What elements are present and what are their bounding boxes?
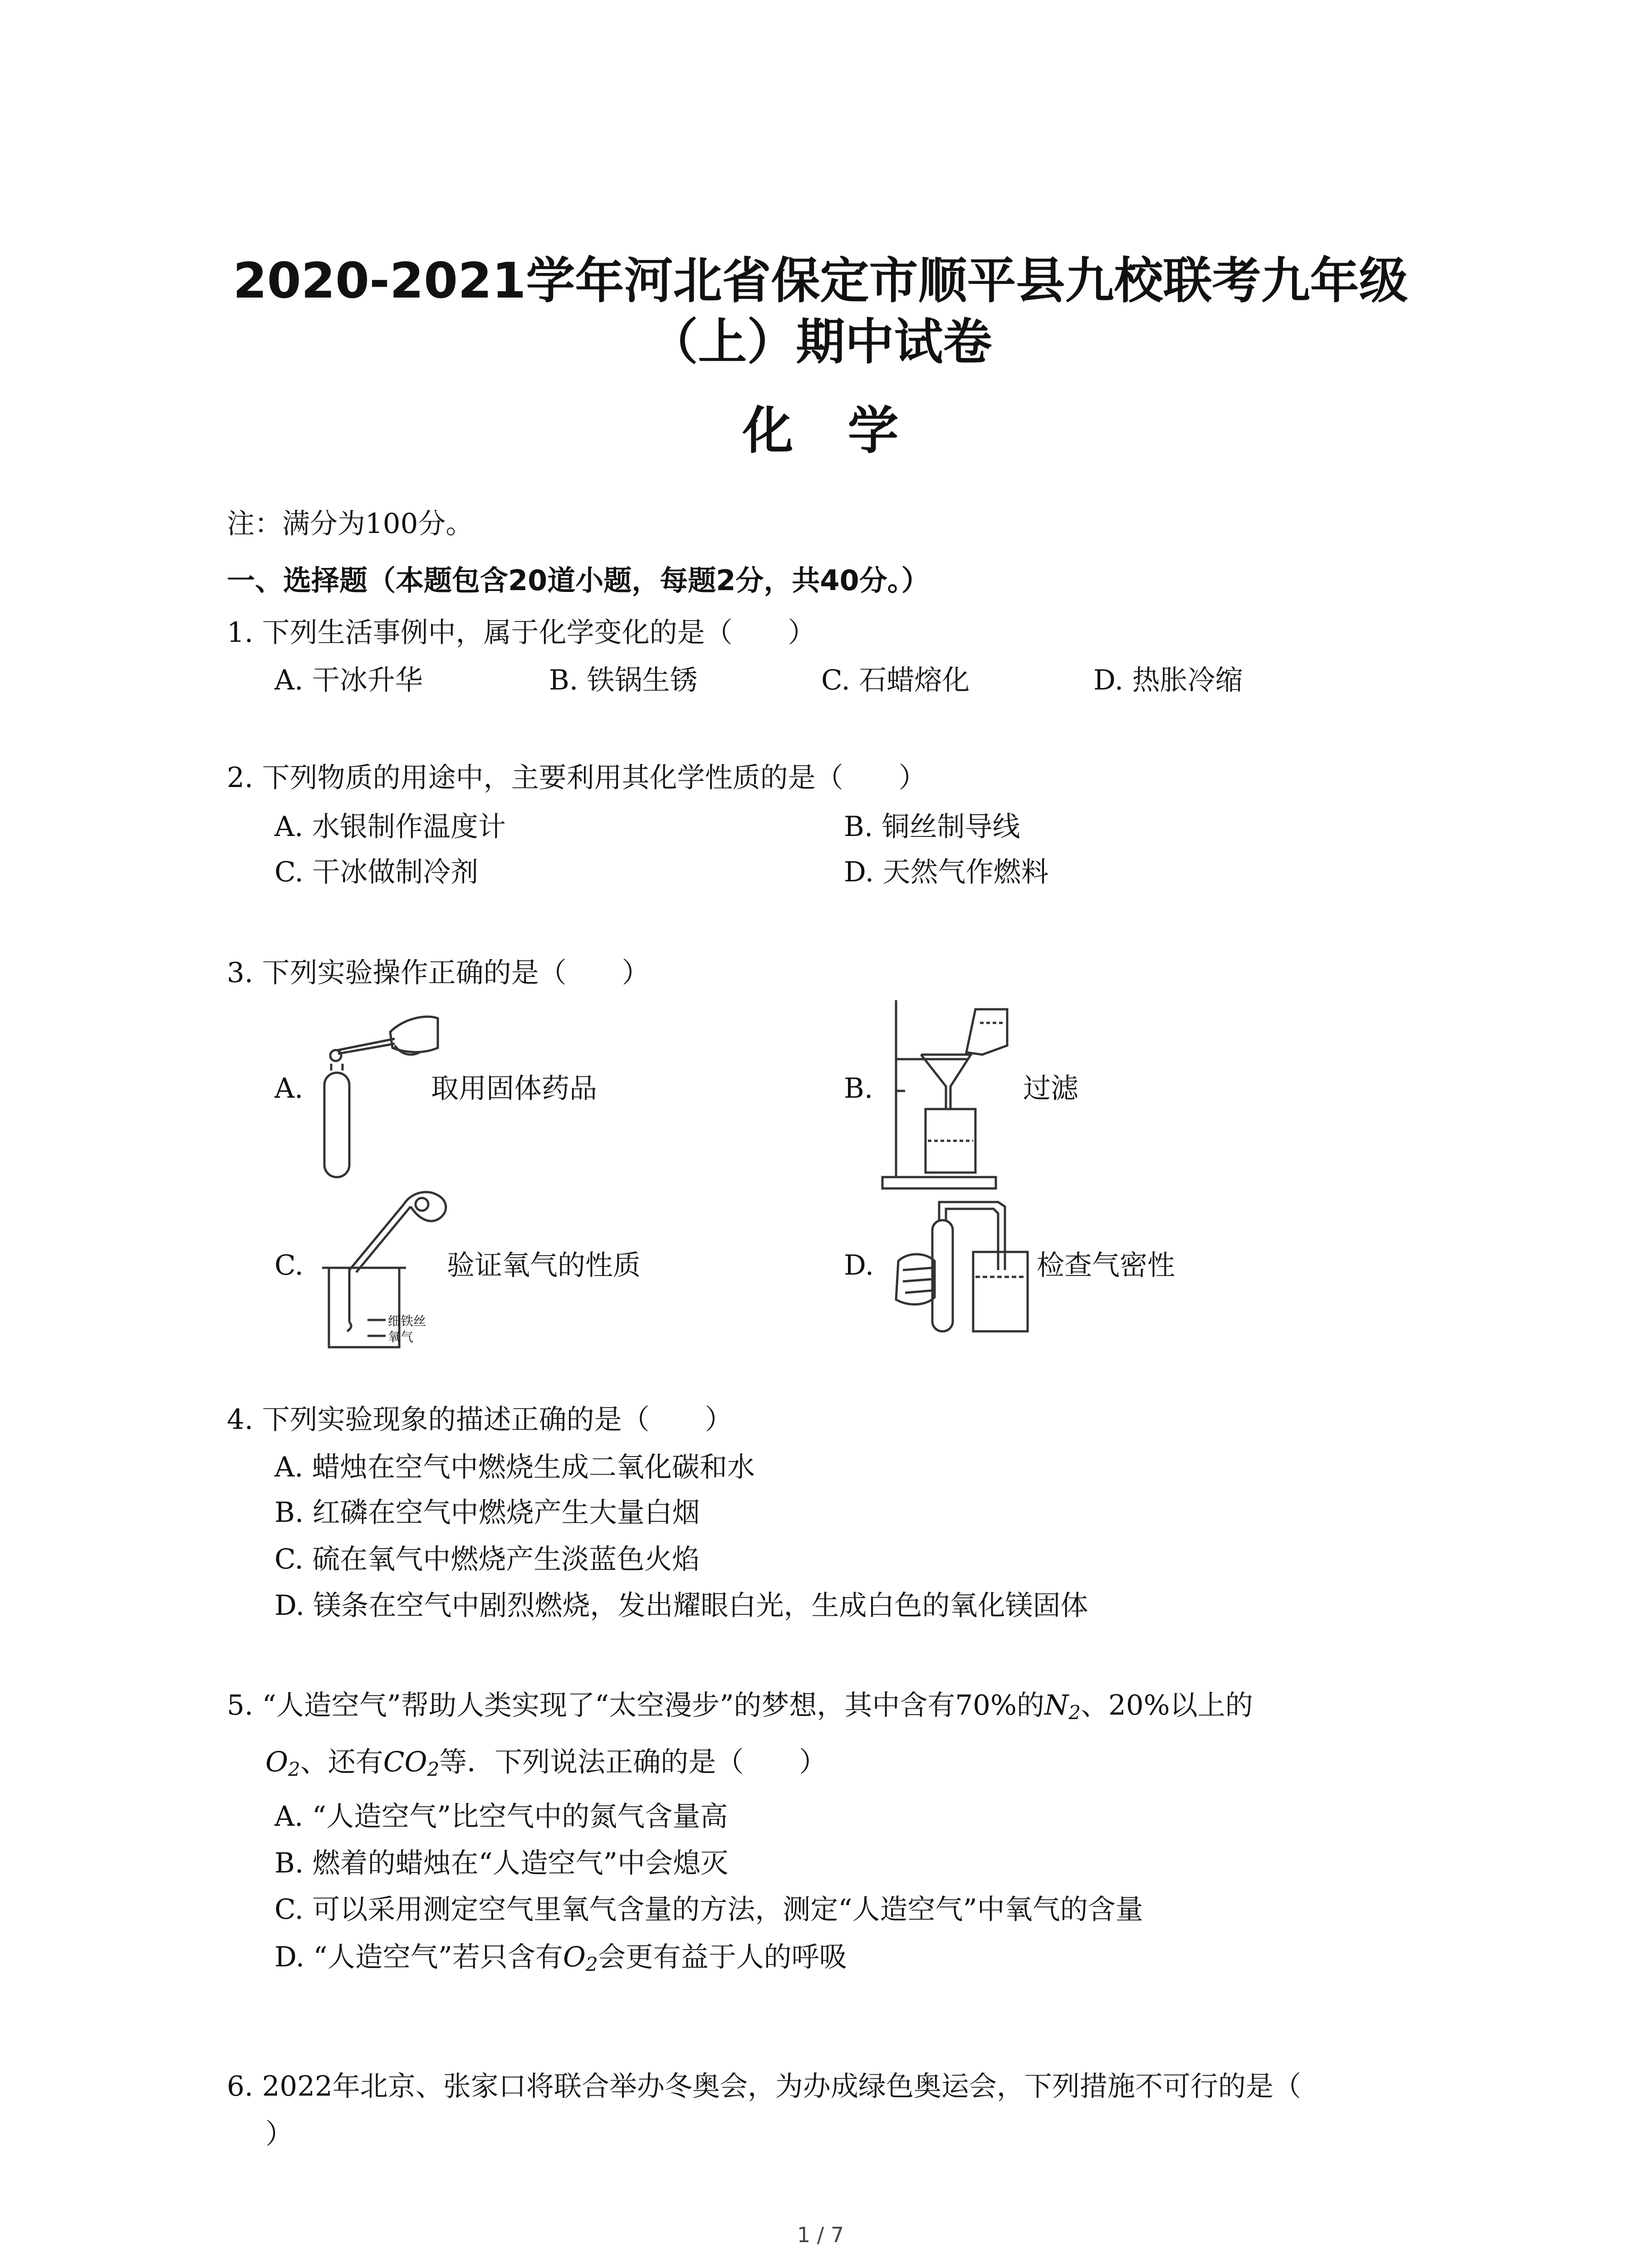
question-3-option-a-caption: 取用固体药品 <box>431 1072 598 1105</box>
question-4-option-c: C. 硫在氧气中燃烧产生淡蓝色火焰 <box>274 1543 700 1575</box>
q5-text-a: 5. “人造空气”帮助人类实现了“太空漫步”的梦想，其中含有70%的 <box>227 1689 1044 1721</box>
question-2-option-a: A. 水银制作温度计 <box>274 811 506 843</box>
question-2-option-c: C. 干冰做制冷剂 <box>274 856 479 888</box>
q5-formula-o2: $O_2$ <box>265 1746 300 1780</box>
question-1-option-d: D. 热胀冷缩 <box>1093 664 1243 696</box>
q5-formula-co2: $CO_2$ <box>383 1746 440 1780</box>
question-4-stem: 4. 下列实验现象的描述正确的是（ ） <box>227 1403 733 1436</box>
page-number: 1 / 7 <box>797 2223 844 2247</box>
question-2-stem: 2. 下列物质的用途中，主要利用其化学性质的是（ ） <box>227 762 926 794</box>
question-5-option-c: C. 可以采用测定空气里氧气含量的方法，测定“人造空气”中氧气的含量 <box>274 1893 1143 1926</box>
figure-c-label-iron-wire: 细铁丝 <box>388 1314 426 1329</box>
exam-title-line1: 2020-2021学年河北省保定市顺平县九校联考九年级 <box>233 253 1408 309</box>
section-heading: 一、选择题（本题包含20道小题，每题2分，共40分。） <box>227 564 930 597</box>
question-3-option-d-caption: 检查气密性 <box>1037 1249 1176 1281</box>
question-4-option-d: D. 镁条在空气中剧烈燃烧，发出耀眼白光，生成白色的氧化镁固体 <box>274 1589 1088 1622</box>
exam-title-line2: （上）期中试卷 <box>649 314 992 371</box>
question-4-option-a: A. 蜡烛在空气中燃烧生成二氧化碳和水 <box>274 1451 755 1483</box>
question-3-option-d-letter: D. <box>844 1249 874 1281</box>
figure-solid-reagent <box>313 1005 440 1186</box>
q5-text-c: 、还有 <box>300 1746 383 1778</box>
question-5-option-b: B. 燃着的蜡烛在“人造空气”中会熄灭 <box>274 1847 728 1879</box>
question-6-stem: 6. 2022年北京、张家口将联合举办冬奥会，为办成绿色奥运会，下列措施不可行的是（ <box>227 2070 1301 2102</box>
figure-filtration <box>878 996 1028 1195</box>
question-5-stem-line1 <box>227 1687 1253 1731</box>
question-3-option-b-caption: 过滤 <box>1023 1072 1079 1105</box>
figure-iron-wire-oxygen <box>318 1186 454 1354</box>
figure-airtightness-check <box>889 1193 1043 1338</box>
question-5-stem-line2 <box>265 1744 827 1788</box>
question-3-option-a-letter: A. <box>274 1072 304 1105</box>
question-6-stem-continued: ） <box>265 2118 294 2150</box>
question-2-option-b: B. 铜丝制导线 <box>844 811 1020 843</box>
question-2-option-d: D. 天然气作燃料 <box>844 856 1049 888</box>
q5-formula-n2: $N_2$ <box>1044 1689 1081 1724</box>
question-3-option-b-letter: B. <box>844 1072 873 1105</box>
question-3-option-c-letter: C. <box>274 1249 304 1281</box>
subject-title: 化学 <box>742 401 953 460</box>
question-1-option-c: C. 石蜡熔化 <box>821 664 970 696</box>
question-3-option-c-caption: 验证氧气的性质 <box>447 1249 641 1281</box>
question-5-option-d: D. “人造空气”若只含有$O_2$会更有益于人的呼吸 <box>274 1941 847 1975</box>
question-1-option-b: B. 铁锅生锈 <box>549 664 698 696</box>
q5-text-b: 、20%以上的 <box>1081 1689 1253 1721</box>
question-1-option-a: A. 干冰升华 <box>274 664 423 696</box>
question-3-stem: 3. 下列实验操作正确的是（ ） <box>227 957 650 989</box>
question-4-option-b: B. 红磷在空气中燃烧产生大量白烟 <box>274 1496 700 1529</box>
q5-text-d: 等．下列说法正确的是（ ） <box>439 1746 827 1778</box>
question-5-option-a: A. “人造空气”比空气中的氮气含量高 <box>274 1800 728 1833</box>
question-1-stem: 1. 下列生活事例中，属于化学变化的是（ ） <box>227 616 816 649</box>
figure-c-label-oxygen: 氧气 <box>388 1330 414 1344</box>
score-note: 注：满分为100分。 <box>227 508 474 540</box>
